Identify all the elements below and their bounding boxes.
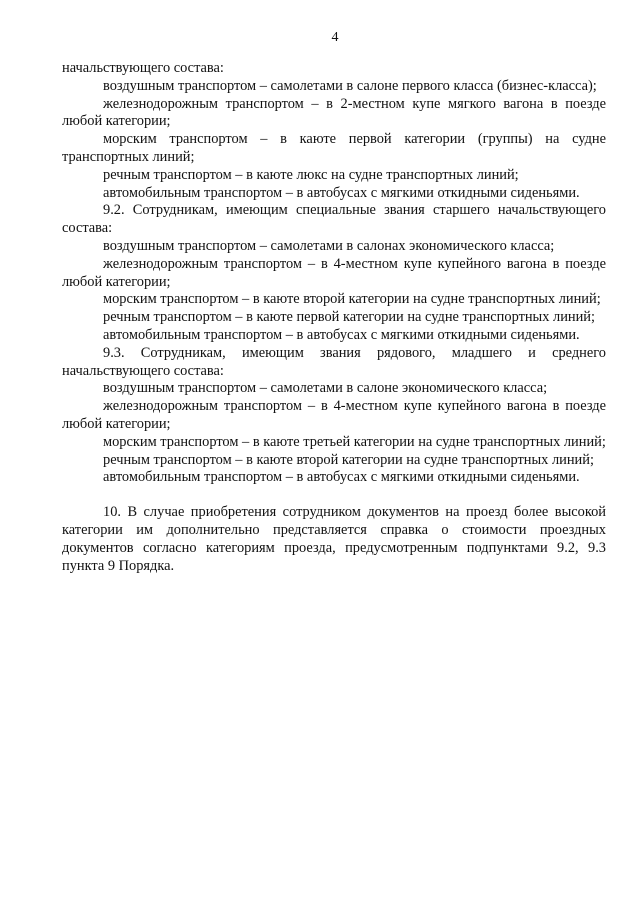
paragraph: автомобильным транспортом – в автобусах с мягкими откидными сиденьями.: [103, 184, 580, 201]
paragraph: морским транспортом – в каюте третьей категории на судне транспортных линий;: [103, 433, 606, 450]
paragraph: автомобильным транспортом – в автобусах с мягкими откидными сиденьями.: [103, 326, 580, 343]
paragraph: воздушным транспортом – самолетами в салоне первого класса (бизнес-класса);: [103, 77, 597, 94]
paragraph: речным транспортом – в каюте люкс на судне транспортных линий;: [103, 166, 519, 183]
paragraph: 10. В случае приобретения сотрудником документов на проезд более высокой категории им дополнительно представляется справка о стоимости проездных документов согласно категориям проезда, предусмотренным подпунктами 9.2, 9.3 пункта 9 Порядка.: [62, 504, 606, 574]
paragraph: речным транспортом – в каюте второй категории на судне транспортных линий;: [103, 451, 594, 468]
paragraph: речным транспортом – в каюте первой категории на судне транспортных линий;: [103, 309, 596, 326]
page-number: 4: [331, 30, 339, 45]
paragraph: автомобильным транспортом – в автобусах с мягкими откидными сиденьями.: [103, 469, 580, 486]
paragraph: железнодорожным транспортом – в 4-местном купе купейного вагона в поезде любой категории;: [62, 255, 606, 290]
paragraph: железнодорожным транспортом – в 2-местном купе мягкого вагона в поезде любой категории;: [62, 95, 606, 130]
document-body: [62, 60, 606, 575]
paragraph: морским транспортом – в каюте первой категории (группы) на судне транспортных линий;: [62, 131, 606, 165]
paragraph: 9.3. Сотрудникам, имеющим звания рядового, младшего и среднего начальствующего состава:: [62, 344, 606, 379]
paragraph: воздушным транспортом – самолетами в салонах экономического класса;: [103, 237, 555, 254]
paragraph: начальствующего состава:: [62, 60, 224, 76]
paragraph: 9.2. Сотрудникам, имеющим специальные звания старшего начальствующего состава:: [62, 202, 606, 237]
paragraph: морским транспортом – в каюте второй категории на судне транспортных линий;: [103, 291, 601, 308]
paragraph: железнодорожным транспортом – в 4-местном купе купейного вагона в поезде любой категории;: [62, 398, 606, 432]
paragraph: воздушным транспортом – самолетами в салоне экономического класса;: [103, 380, 548, 397]
